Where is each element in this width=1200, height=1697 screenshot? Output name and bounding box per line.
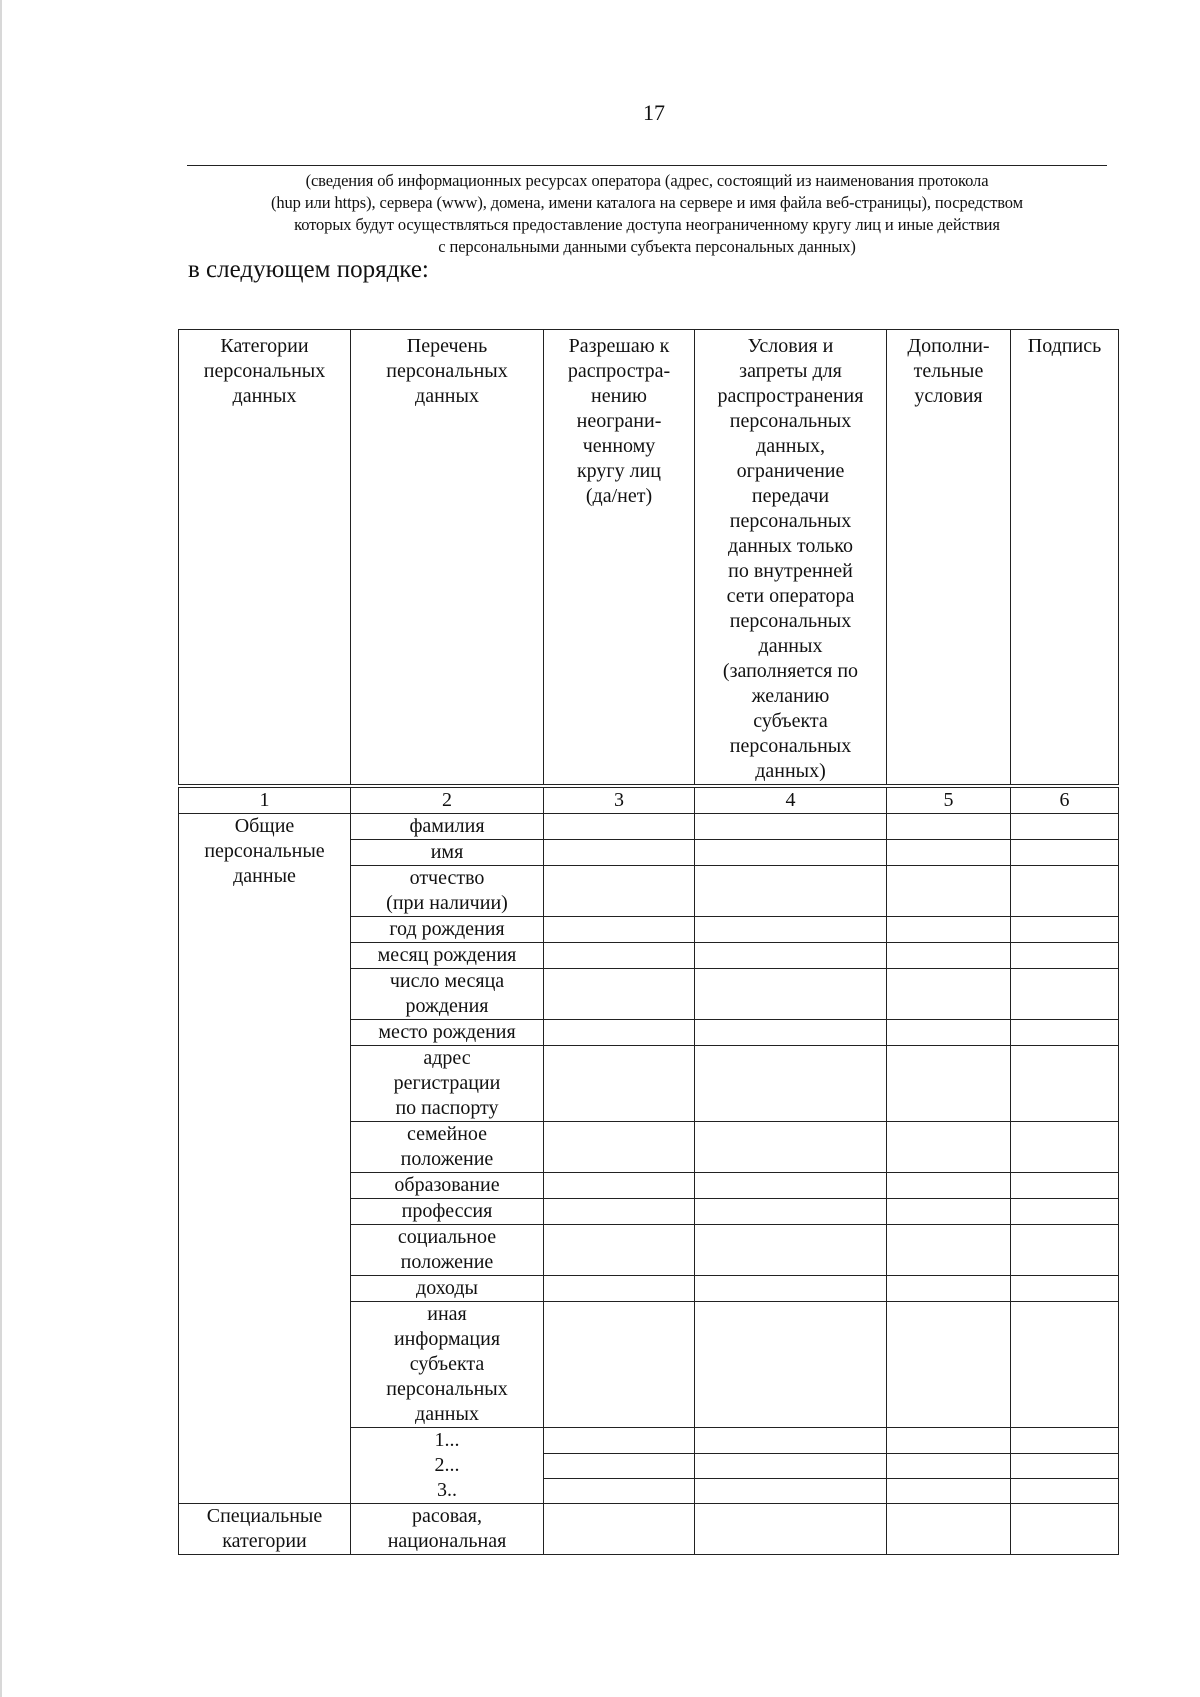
additional-conditions-cell[interactable] [887,1478,1011,1504]
text-line: положение [400,1251,494,1273]
conditions-cell[interactable] [695,1428,887,1454]
text-line: Условия и [747,335,834,357]
text-line: отчество [409,867,485,889]
conditions-cell[interactable] [695,1122,887,1173]
permission-cell[interactable] [544,840,695,866]
data-item-cell [351,1020,544,1046]
text-line: год рождения [389,918,505,940]
text-line: данных [415,1403,479,1425]
text-line: данных) [755,760,826,782]
conditions-cell[interactable] [695,1453,887,1478]
page-edge [0,0,2,1697]
permission-cell[interactable] [544,1122,695,1173]
additional-conditions-cell[interactable] [887,866,1011,917]
column-number: 3 [544,786,695,814]
text-line: 3.. [437,1479,457,1501]
text-line: имя [430,841,464,863]
signature-cell[interactable] [1011,1046,1119,1122]
conditions-cell[interactable] [695,1504,887,1555]
signature-cell[interactable] [1011,1276,1119,1302]
caption-line-3: которых будут осуществляться предоставление доступа неограниченному кругу лиц и иные действия [294,215,1000,234]
additional-conditions-cell[interactable] [887,1020,1011,1046]
signature-cell[interactable] [1011,1122,1119,1173]
text-line: данных [415,385,479,407]
signature-cell[interactable] [1011,1173,1119,1199]
text-line: сети оператора [726,585,855,607]
additional-conditions-cell[interactable] [887,917,1011,943]
data-item-cell [351,1173,544,1199]
text-line: данных только [728,535,853,557]
table-row [179,1504,1119,1555]
additional-conditions-cell[interactable] [887,1046,1011,1122]
signature-cell[interactable] [1011,1020,1119,1046]
text-line: (заполняется по [722,660,859,682]
column-number: 1 [179,786,351,814]
conditions-cell[interactable] [695,1046,887,1122]
text-line: ченному [582,435,656,457]
category-cell [179,1504,351,1555]
text-line: фамилия [409,815,485,837]
text-line: Общие [234,815,295,837]
data-item-cell [351,814,544,840]
text-line: персональных [729,735,852,757]
text-line: персональных [729,610,852,632]
data-item-cell [351,1504,544,1555]
conditions-cell[interactable] [695,840,887,866]
permission-cell[interactable] [544,943,695,969]
text-line: (да/нет) [585,485,653,507]
intro-text: в следующем порядке: [188,256,429,283]
caption-line-4: с персональными данными субъекта персональных данных) [438,237,856,256]
additional-conditions-cell[interactable] [887,1122,1011,1173]
data-item-cell [351,943,544,969]
text-line: число месяца [389,970,505,992]
data-item-cell [351,969,544,1020]
additional-conditions-cell[interactable] [887,1302,1011,1428]
data-item-cell [351,917,544,943]
text-line: по паспорту [395,1097,499,1119]
permission-cell[interactable] [544,1020,695,1046]
text-line: персональные [204,840,325,862]
additional-conditions-cell[interactable] [887,840,1011,866]
caption-line-2: (hup или https), сервера (www), домена, имени каталога на сервере и имя файла веб-страницы), посредством [270,193,1023,212]
additional-conditions-cell[interactable] [887,1504,1011,1555]
text-line: месяц рождения [377,944,517,966]
text-line: передачи [751,485,830,507]
text-line: данные [233,865,296,887]
text-line: семейное [406,1123,488,1145]
data-item-cell [351,1199,544,1225]
data-item-cell [351,1453,544,1478]
text-line: доходы [416,1277,478,1299]
permission-cell[interactable] [544,917,695,943]
text-line: национальная [387,1530,507,1552]
additional-conditions-cell[interactable] [887,1428,1011,1454]
signature-cell[interactable] [1011,1199,1119,1225]
signature-cell[interactable] [1011,1478,1119,1504]
text-line: ограничение [736,460,845,482]
conditions-cell[interactable] [695,1199,887,1225]
conditions-cell[interactable] [695,814,887,840]
signature-cell[interactable] [1011,917,1119,943]
conditions-cell[interactable] [695,1173,887,1199]
signature-cell[interactable] [1011,1504,1119,1555]
text-line: (при наличии) [386,892,508,914]
table-body [179,786,1119,1555]
text-line: иная [427,1303,467,1325]
text-line: по внутренней [728,560,853,582]
text-line: субъекта [753,710,828,732]
text-line: желанию [751,685,830,707]
conditions-cell[interactable] [695,969,887,1020]
text-line: регистрации [393,1072,501,1094]
text-line: Разрешаю к [568,335,670,357]
text-line: данных [758,635,823,657]
caption-line-1: (сведения об информационных ресурсах оператора (адрес, состоящий из наименования протокола [305,171,989,190]
signature-cell[interactable] [1011,1428,1119,1454]
text-line: запреты для [739,360,842,382]
additional-conditions-cell[interactable] [887,1453,1011,1478]
permission-cell[interactable] [544,1199,695,1225]
header-permission [544,330,695,787]
data-item-cell [351,1302,544,1428]
column-number-row [179,786,1119,814]
text-line: распростра- [567,360,671,382]
text-line: персональных [729,410,852,432]
personal-data-consent-table [178,329,1119,1555]
text-line: персональных [386,360,508,382]
conditions-cell[interactable] [695,866,887,917]
data-item-cell [351,866,544,917]
additional-conditions-cell[interactable] [887,1199,1011,1225]
header-conditions [695,330,887,787]
text-line: расовая, [411,1505,482,1527]
header-signature [1011,330,1119,787]
signature-cell[interactable] [1011,1302,1119,1428]
additional-conditions-cell[interactable] [887,1276,1011,1302]
data-item-cell [351,1478,544,1504]
header-additional [887,330,1011,787]
text-line: Категории [220,335,309,357]
additional-conditions-cell[interactable] [887,1173,1011,1199]
text-line: условия [914,385,983,407]
text-line: рождения [405,995,489,1017]
data-item-cell [351,1276,544,1302]
permission-cell[interactable] [544,1453,695,1478]
text-line: Дополни- [907,335,990,357]
signature-cell[interactable] [1011,969,1119,1020]
text-line: персональных [203,360,326,382]
conditions-cell[interactable] [695,943,887,969]
permission-cell[interactable] [544,1225,695,1276]
signature-cell[interactable] [1011,1225,1119,1276]
header-row [179,330,1119,787]
text-line: Подпись [1027,335,1102,357]
permission-cell[interactable] [544,1504,695,1555]
permission-cell[interactable] [544,1302,695,1428]
additional-conditions-cell[interactable] [887,814,1011,840]
column-number: 6 [1011,786,1119,814]
conditions-cell[interactable] [695,1225,887,1276]
page-number: 17 [643,100,665,125]
conditions-cell[interactable] [695,1020,887,1046]
data-item-cell [351,1428,544,1454]
permission-cell[interactable] [544,1173,695,1199]
signature-cell[interactable] [1011,866,1119,917]
permission-cell[interactable] [544,969,695,1020]
header-list [351,330,544,787]
signature-cell[interactable] [1011,840,1119,866]
permission-cell[interactable] [544,1276,695,1302]
column-number: 4 [695,786,887,814]
table-row [179,814,1119,840]
text-line: образование [394,1174,500,1196]
text-line: категории [222,1530,307,1552]
fill-in-line [187,165,1107,166]
text-line: информация [393,1328,501,1350]
column-number: 5 [887,786,1011,814]
text-line: профессия [401,1200,493,1222]
additional-conditions-cell[interactable] [887,969,1011,1020]
text-line: нению [591,385,647,407]
data-item-cell [351,1046,544,1122]
text-line: кругу лиц [576,460,662,482]
text-line: социальное [397,1226,497,1248]
text-line: субъекта [409,1353,485,1375]
signature-cell[interactable] [1011,943,1119,969]
text-line: Перечень [406,335,488,357]
header-categories [179,330,351,787]
conditions-cell[interactable] [695,917,887,943]
text-line: место рождения [378,1021,516,1043]
additional-conditions-cell[interactable] [887,943,1011,969]
text-line: персональных [729,510,852,532]
text-line: персональных [386,1378,508,1400]
column-number: 2 [351,786,544,814]
signature-cell[interactable] [1011,1453,1119,1478]
conditions-cell[interactable] [695,1478,887,1504]
conditions-cell[interactable] [695,1302,887,1428]
text-line: данных, [756,435,825,457]
text-line: данных [232,385,297,407]
text-line: распространения [717,385,864,407]
text-line: тельные [913,360,984,382]
permission-cell[interactable] [544,1046,695,1122]
permission-cell[interactable] [544,1478,695,1504]
fill-in-caption [187,170,1107,258]
text-line: неограни- [576,410,662,432]
text-line: Специальные [206,1505,323,1527]
category-cell [179,814,351,1504]
text-line: адрес [423,1047,471,1069]
text-line: 1... [434,1429,460,1451]
data-item-cell [351,1225,544,1276]
conditions-cell[interactable] [695,1276,887,1302]
permission-cell[interactable] [544,866,695,917]
permission-cell[interactable] [544,814,695,840]
additional-conditions-cell[interactable] [887,1225,1011,1276]
text-line: 2... [434,1454,460,1476]
data-item-cell [351,840,544,866]
text-line: положение [400,1148,494,1170]
signature-cell[interactable] [1011,814,1119,840]
data-item-cell [351,1122,544,1173]
permission-cell[interactable] [544,1428,695,1454]
